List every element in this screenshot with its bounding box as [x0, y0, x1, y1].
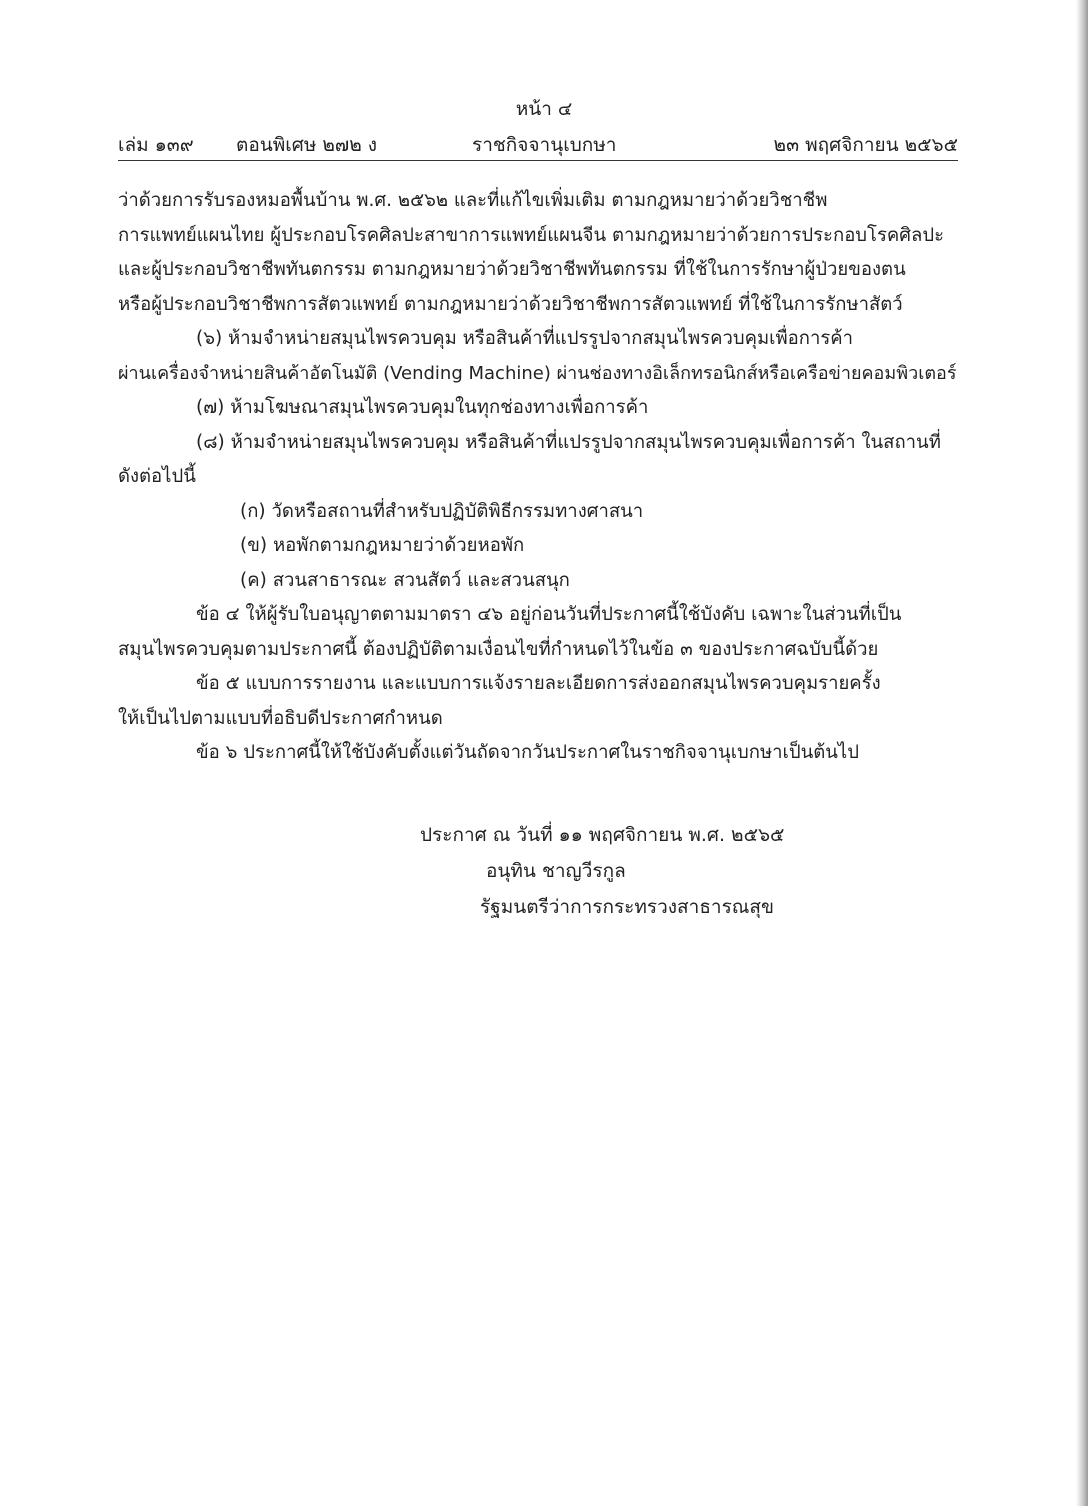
- intro-line: การแพทย์แผนไทย ผู้ประกอบโรคศิลปะสาขาการแพทย์แผนจีน ตามกฎหมายว่าด้วยการประกอบโรคศิลปะ: [118, 224, 945, 246]
- volume-number: เล่ม ๑๓๙: [118, 134, 194, 156]
- item-8-line-2: ดังต่อไปนี้: [118, 466, 196, 487]
- signatory-name: อนุทิน ชาญวีรกูล: [486, 860, 626, 882]
- header-divider: [118, 160, 958, 161]
- announcement-date: ประกาศ ณ วันที่ ๑๑ พฤศจิกายน พ.ศ. ๒๕๖๕: [420, 824, 785, 846]
- document-body: [118, 184, 958, 771]
- item-6-line-2: ผ่านเครื่องจำหน่ายสินค้าอัตโนมัติ (Vending Machine) ผ่านช่องทางอิเล็กทรอนิกส์หรือเครือข่ายคอมพิวเตอร์: [118, 362, 957, 384]
- intro-line: และผู้ประกอบวิชาชีพทันตกรรม ตามกฎหมายว่าด้วยวิชาชีพทันตกรรม ที่ใช้ในการรักษาผู้ป่วยของตน: [118, 259, 906, 280]
- signatory-position: รัฐมนตรีว่าการกระทรวงสาธารณสุข: [480, 896, 774, 918]
- gazette-name: ราชกิจจานุเบกษา: [472, 134, 617, 156]
- intro-line: ว่าด้วยการรับรองหมอพื้นบ้าน พ.ศ. ๒๕๖๒ และที่แก้ไขเพิ่มเติม ตามกฎหมายว่าด้วยวิชาชีพ: [118, 190, 828, 211]
- page-number: หน้า ๔: [515, 98, 573, 120]
- intro-line: หรือผู้ประกอบวิชาชีพการสัตวแพทย์ ตามกฎหมายว่าด้วยวิชาชีพการสัตวแพทย์ ที่ใช้ในการรักษาสัตว์: [118, 293, 903, 315]
- clause-6: ข้อ ๖ ประกาศนี้ให้ใช้บังคับตั้งแต่วันถัดจากวันประกาศในราชกิจจานุเบกษาเป็นต้นไป: [196, 742, 859, 763]
- clause-5-line-2: ให้เป็นไปตามแบบที่อธิบดีประกาศกำหนด: [118, 707, 443, 729]
- item-7: (๗) ห้ามโฆษณาสมุนไพรควบคุมในทุกช่องทางเพื่อการค้า: [196, 397, 649, 418]
- clause-5-line-1: ข้อ ๕ แบบการรายงาน และแบบการแจ้งรายละเอียดการส่งออกสมุนไพรควบคุมรายครั้ง: [196, 673, 881, 694]
- issue-number: ตอนพิเศษ ๒๗๒ ง: [236, 134, 378, 156]
- sub-item-b: (ข) หอพักตามกฎหมายว่าด้วยหอพัก: [240, 535, 525, 556]
- sub-item-c: (ค) สวนสาธารณะ สวนสัตว์ และสวนสนุก: [240, 569, 570, 591]
- publication-date: ๒๓ พฤศจิกายน ๒๕๖๕: [773, 134, 958, 156]
- item-8-line-1: (๘) ห้ามจำหน่ายสมุนไพรควบคุม หรือสินค้าที่แปรรูปจากสมุนไพรควบคุมเพื่อการค้า ในสถานที่: [196, 431, 941, 453]
- clause-4-line-2: สมุนไพรควบคุมตามประกาศนี้ ต้องปฏิบัติตามเงื่อนไขที่กำหนดไว้ในข้อ ๓ ของประกาศฉบับนี้ด้วย: [118, 638, 879, 660]
- item-6-line-1: (๖) ห้ามจำหน่ายสมุนไพรควบคุม หรือสินค้าที่แปรรูปจากสมุนไพรควบคุมเพื่อการค้า: [196, 328, 854, 349]
- sub-item-a: (ก) วัดหรือสถานที่สำหรับปฏิบัติพิธีกรรมทางศาสนา: [240, 500, 644, 522]
- gazette-header: [118, 130, 958, 158]
- clause-4-line-1: ข้อ ๔ ให้ผู้รับใบอนุญาตตามมาตรา ๔๖ อยู่ก่อนวันที่ประกาศนี้ใช้บังคับ เฉพาะในส่วนที่เป็น: [196, 604, 902, 625]
- page-edge-shadow: [1076, 0, 1088, 1506]
